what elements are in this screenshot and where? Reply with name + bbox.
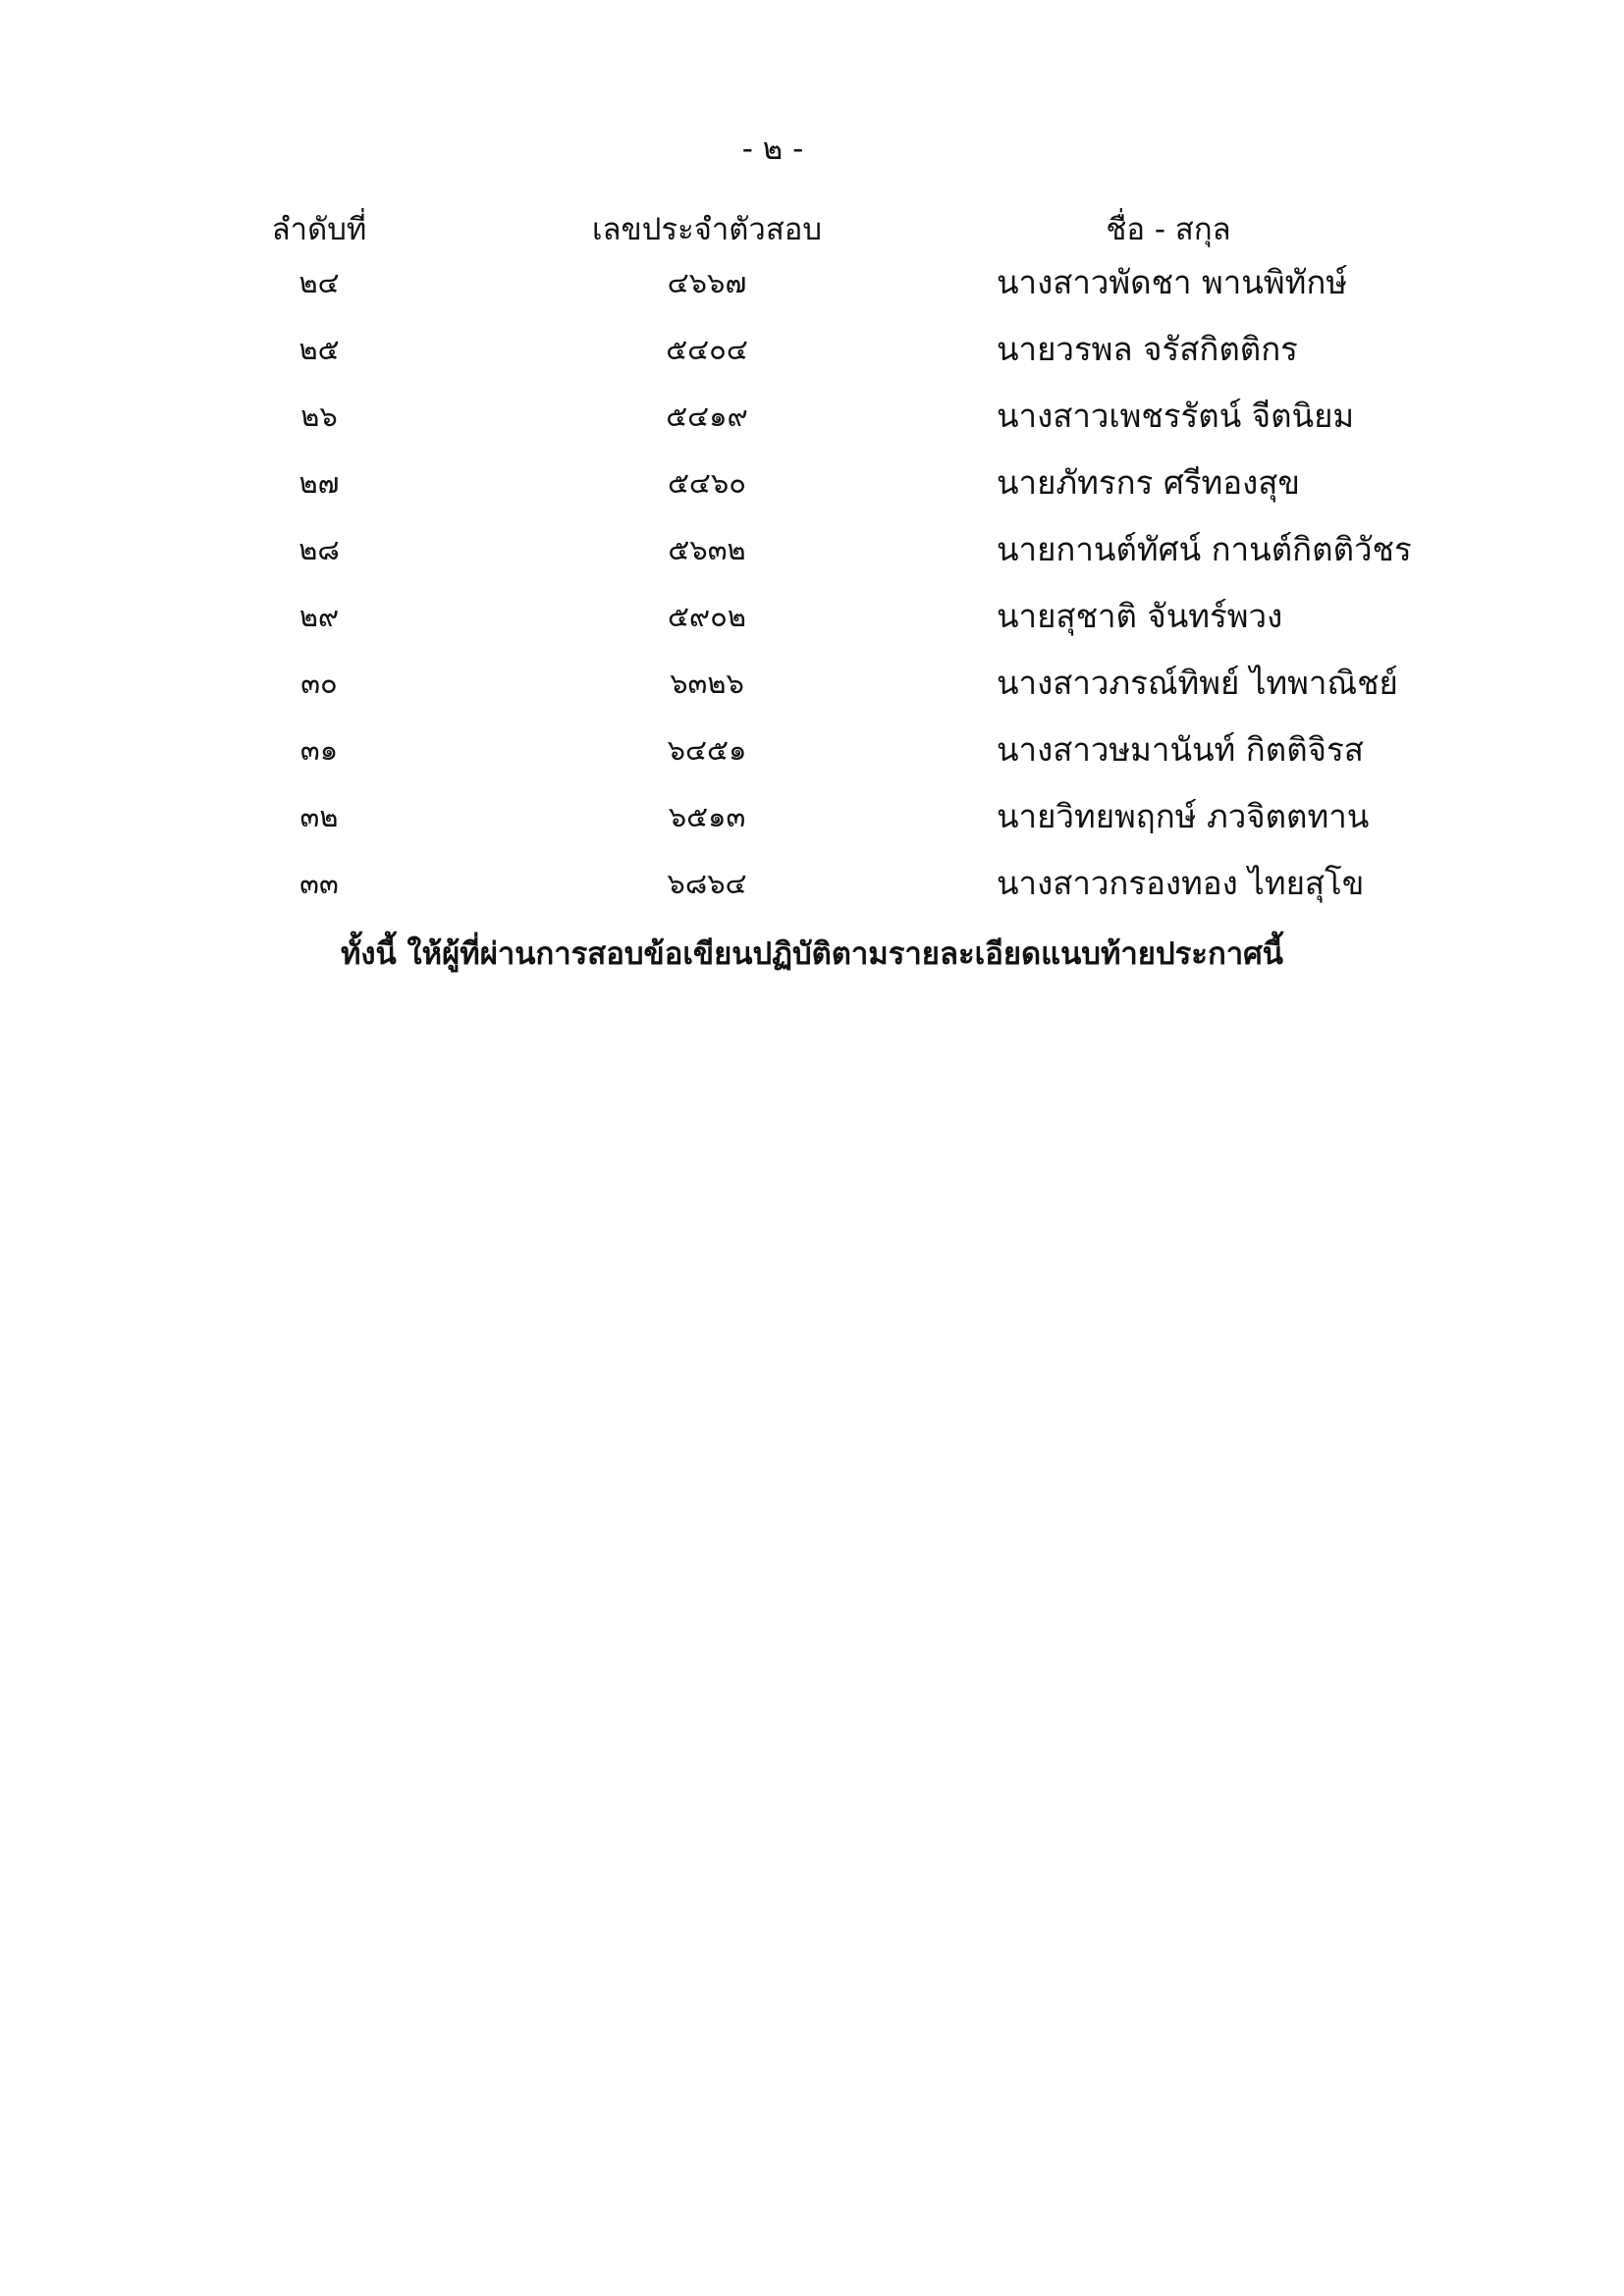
row-name: นางสาวพัดชา พานพิทักษ์: [997, 263, 1348, 301]
row-exam-id: ๕๔๖๐: [667, 466, 746, 500]
row-order: ๒๙: [298, 600, 340, 633]
row-order: ๒๕: [298, 333, 340, 366]
row-name: นายวรพล จรัสกิตติกร: [997, 330, 1298, 368]
row-name: นายวิทยพฤกษ์ ภวจิตตทาน: [997, 797, 1370, 835]
table-row: [0, 328, 1624, 371]
row-name: นายสุชาติ จันทร์พวง: [997, 597, 1283, 635]
row-order: ๒๖: [300, 400, 338, 433]
table-row: [0, 528, 1624, 571]
row-exam-id: ๕๙๐๒: [667, 600, 746, 633]
row-exam-id: ๖๘๖๔: [667, 867, 747, 900]
table-header: [0, 208, 1624, 251]
table-row: [0, 662, 1624, 705]
table-row: [0, 795, 1624, 838]
header-order: ลำดับที่: [271, 212, 367, 247]
row-name: นายภัทรกร ศรีทองสุข: [997, 463, 1300, 502]
footer-note: ทั้งนี้ ให้ผู้ที่ผ่านการสอบข้อเขียนปฏิบัติตามรายละเอียดแนบท้ายประกาศนี้: [340, 936, 1284, 972]
header-name: ชื่อ - สกุล: [1106, 212, 1231, 247]
page-number: - ๒ -: [741, 132, 804, 167]
table-row: [0, 862, 1624, 905]
row-exam-id: ๕๔๑๙: [666, 400, 748, 433]
table-row: [0, 595, 1624, 638]
row-exam-id: ๖๓๒๖: [670, 667, 744, 700]
row-exam-id: ๖๔๕๑: [667, 733, 747, 767]
row-name: นางสาวเพชรรัตน์ จีตนิยม: [997, 397, 1355, 435]
row-name: นางสาวษมานันท์ กิตติจิรส: [997, 730, 1364, 769]
row-order: ๓๒: [299, 800, 339, 833]
table-row: [0, 261, 1624, 304]
row-order: ๒๔: [298, 266, 340, 299]
row-exam-id: ๔๖๖๗: [667, 266, 747, 299]
table-row: [0, 728, 1624, 772]
row-exam-id: ๕๖๓๒: [668, 533, 746, 566]
header-exam-id: เลขประจำตัวสอบ: [591, 212, 823, 247]
row-exam-id: ๕๔๐๔: [666, 333, 748, 366]
row-order: ๒๘: [298, 533, 340, 566]
row-name: นางสาวกรองทอง ไทยสุโข: [997, 864, 1365, 902]
row-exam-id: ๖๕๑๓: [668, 800, 746, 833]
row-name: นายกานต์ทัศน์ กานต์กิตติวัชร: [997, 530, 1412, 568]
row-order: ๓๑: [299, 733, 339, 767]
table-row: [0, 461, 1624, 505]
table-row: [0, 395, 1624, 438]
row-order: ๒๗: [298, 466, 340, 500]
row-name: นางสาวภรณ์ทิพย์ ไทพาณิชย์: [997, 664, 1398, 702]
row-order: ๓๐: [300, 667, 338, 700]
row-order: ๓๓: [299, 867, 339, 900]
